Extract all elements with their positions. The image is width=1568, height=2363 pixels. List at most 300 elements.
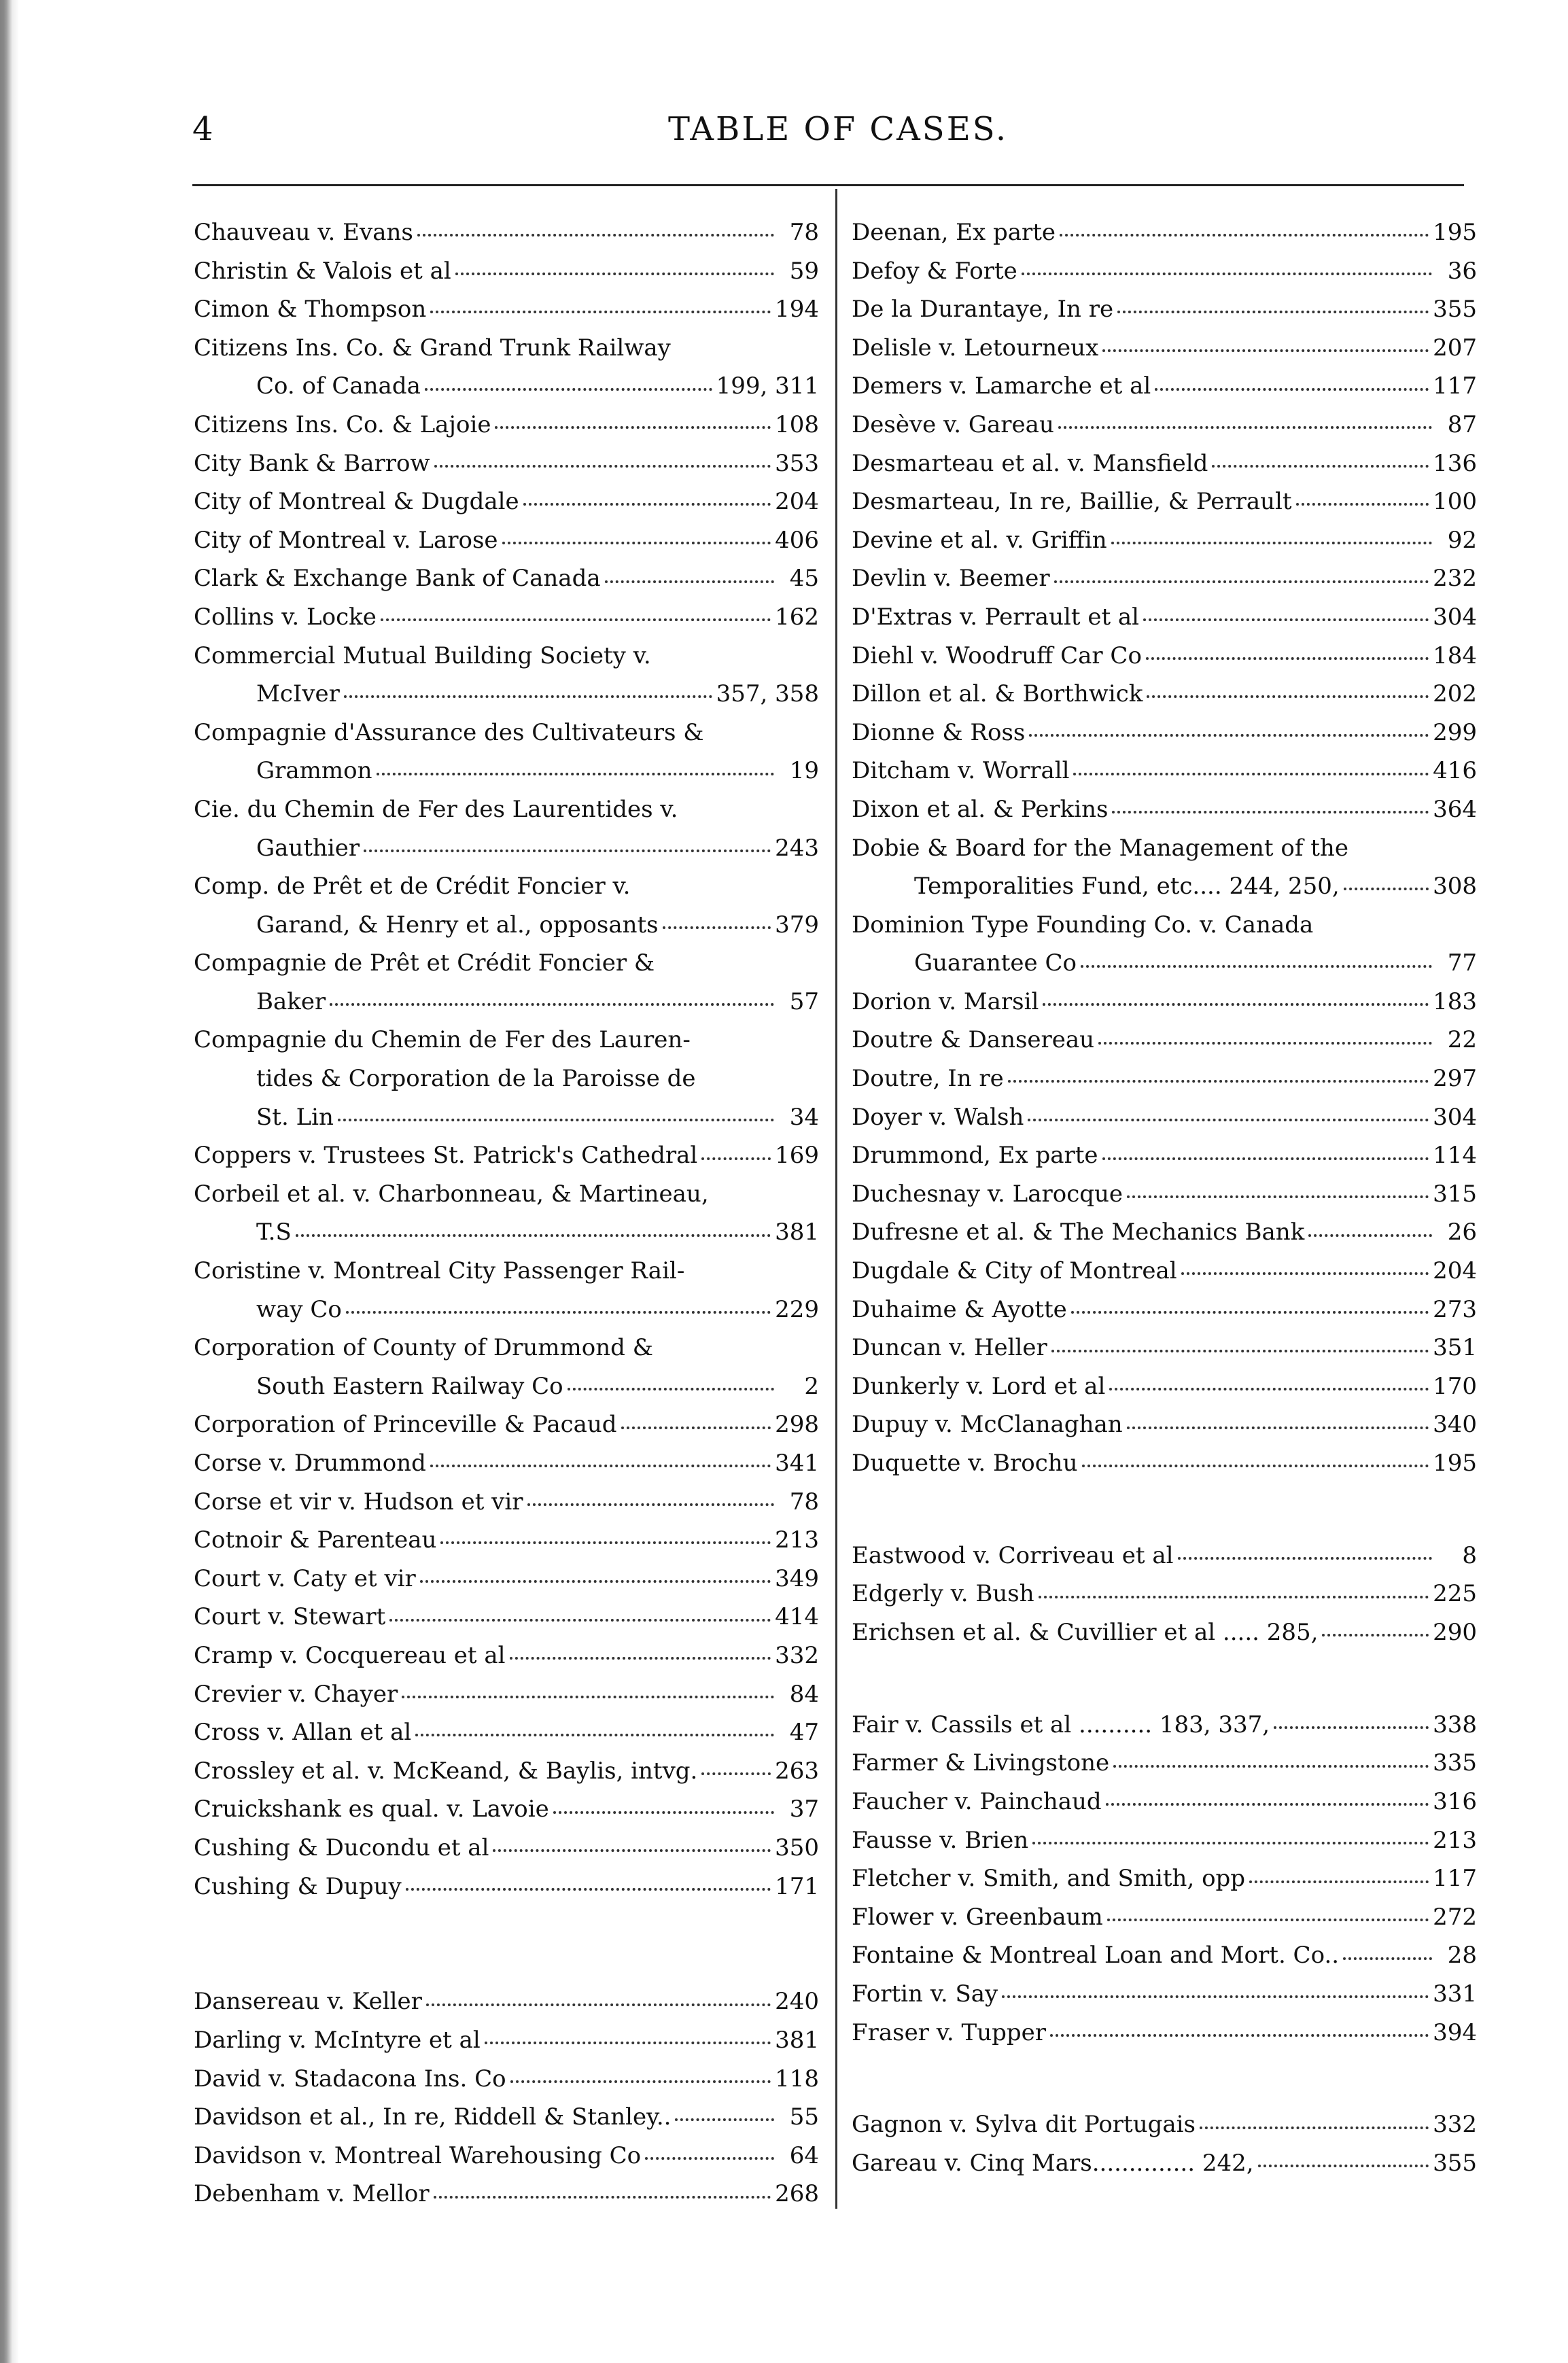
dot-leader [389, 1619, 771, 1622]
dot-leader [1107, 1919, 1429, 1921]
case-name: Chauveau v. Evans [194, 219, 413, 246]
case-name: Duchesnay v. Larocque [852, 1180, 1123, 1208]
case-name-line [852, 1252, 1477, 1291]
case-name-line [852, 1060, 1477, 1098]
case-name-line [852, 213, 1477, 252]
dot-leader [1008, 1080, 1429, 1083]
page-reference: 213 [1433, 1826, 1477, 1854]
page-reference: 357, 358 [716, 680, 819, 708]
dot-leader [1109, 1388, 1429, 1390]
page-reference: 394 [1433, 2018, 1477, 2046]
dot-leader [1028, 1119, 1429, 1121]
page-reference: 273 [1433, 1295, 1477, 1323]
case-name: Baker [256, 987, 326, 1015]
case-name: Dansereau v. Keller [194, 1988, 422, 2016]
case-name-line [194, 483, 819, 521]
case-name: Garand, & Henry et al., opposants [256, 911, 659, 939]
dot-leader [510, 2080, 771, 2083]
page-reference: 45 [789, 565, 819, 593]
page-reference: 207 [1433, 334, 1477, 362]
case-name: Compagnie de Prêt et Crédit Foncier & [194, 949, 655, 977]
page-reference: 263 [775, 1757, 819, 1785]
case-name: Corbeil et al. v. Charbonneau, & Martineau, [194, 1180, 709, 1208]
case-name-line [852, 1213, 1477, 1252]
case-name: Darling v. McIntyre et al [194, 2026, 481, 2054]
page-reference: 338 [1433, 1711, 1477, 1738]
case-entry [852, 1859, 1477, 1898]
case-entry [852, 1367, 1477, 1406]
dot-leader [1155, 388, 1429, 391]
column-divider [835, 189, 837, 2209]
page-reference: 225 [1433, 1580, 1477, 1608]
case-name: Cushing & Dupuy [194, 1872, 402, 1900]
case-name-line [194, 290, 819, 329]
case-name: Doutre, In re [852, 1065, 1004, 1093]
case-name: Cushing & Ducondu et al [194, 1834, 489, 1861]
page-number: 4 [192, 110, 213, 148]
case-name-line [852, 1136, 1477, 1175]
case-name-line [194, 1521, 819, 1560]
case-name: Cross v. Allan et al [194, 1719, 412, 1747]
dot-leader [364, 850, 771, 852]
dot-leader [1058, 426, 1432, 429]
case-entry [852, 329, 1477, 368]
case-entry [194, 714, 819, 790]
dot-leader [1146, 657, 1429, 660]
header-rule [192, 184, 1464, 186]
dot-leader [402, 1696, 774, 1698]
page-reference: 100 [1433, 488, 1477, 516]
page-reference: 299 [1433, 718, 1477, 746]
dot-leader [1111, 542, 1432, 544]
page-reference: 381 [775, 1219, 819, 1246]
case-entry [852, 2014, 1477, 2052]
page-reference: 341 [775, 1450, 819, 1477]
page-reference: 331 [1433, 1980, 1477, 2008]
case-name-line [194, 1560, 819, 1598]
case-name-line [194, 1329, 819, 1367]
dot-leader [701, 1157, 771, 1160]
case-name: Desmarteau et al. v. Mansfield [852, 449, 1208, 477]
dot-leader [1113, 1765, 1429, 1768]
case-name-continuation [194, 1098, 819, 1137]
case-name: Citizens Ins. Co. & Grand Trunk Railway [194, 334, 671, 362]
case-name-line [194, 1136, 819, 1175]
case-name: Dominion Type Founding Co. v. Canada [852, 911, 1314, 939]
case-name: Delisle v. Letourneux [852, 334, 1099, 362]
case-entry [194, 1829, 819, 1868]
case-name-line [852, 752, 1477, 790]
case-name: Fausse v. Brien [852, 1826, 1029, 1854]
case-entry [852, 1613, 1477, 1652]
case-name: Co. of Canada [256, 372, 421, 400]
case-name-line [194, 1790, 819, 1829]
dot-leader [605, 580, 774, 583]
page-reference: 59 [789, 257, 819, 285]
case-name-line [852, 406, 1477, 444]
page-reference: 355 [1433, 296, 1477, 323]
page-reference: 350 [775, 1834, 819, 1861]
dot-leader [1274, 1726, 1429, 1729]
page-reference: 297 [1433, 1065, 1477, 1093]
case-entry [852, 1021, 1477, 1060]
case-entry [852, 983, 1477, 1021]
dot-leader [1344, 888, 1429, 890]
page-reference: 240 [775, 1988, 819, 2016]
case-entry [852, 1291, 1477, 1329]
case-name-continuation [852, 944, 1477, 983]
case-entry [852, 367, 1477, 406]
case-name-continuation [194, 752, 819, 790]
case-entry [852, 637, 1477, 676]
case-name-line [194, 1713, 819, 1752]
case-entry [194, 1790, 819, 1829]
case-entry [852, 252, 1477, 291]
case-name: Christin & Valois et al [194, 257, 451, 285]
case-name: De la Durantaye, In re [852, 296, 1114, 323]
dot-leader [377, 773, 774, 775]
case-name: Comp. de Prêt et de Crédit Foncier v. [194, 873, 631, 900]
page-reference: 2 [804, 1372, 819, 1400]
case-entry [194, 1560, 819, 1598]
case-name: Corse v. Drummond [194, 1450, 426, 1477]
case-entry [194, 521, 819, 560]
case-name-line [194, 790, 819, 829]
case-name: Davidson v. Montreal Warehousing Co [194, 2141, 642, 2169]
page-reference: 332 [775, 1641, 819, 1669]
dot-leader [621, 1426, 771, 1429]
case-name-line [852, 1706, 1477, 1745]
case-name-line [852, 290, 1477, 329]
case-name: Dunkerly v. Lord et al [852, 1372, 1106, 1400]
case-name-line [852, 1291, 1477, 1329]
dot-leader [645, 2157, 774, 2160]
page-reference: 84 [789, 1680, 819, 1708]
page-reference: 78 [789, 1488, 819, 1516]
dot-leader [296, 1234, 771, 1237]
dot-leader [406, 1888, 771, 1891]
case-name: Dugdale & City of Montreal [852, 1257, 1177, 1285]
page-reference: 171 [775, 1872, 819, 1900]
page-reference: 229 [775, 1295, 819, 1323]
page-reference: 117 [1433, 372, 1477, 400]
case-name: St. Lin [256, 1103, 334, 1131]
case-name-line [852, 637, 1477, 676]
case-entry [194, 2098, 819, 2137]
case-entry [194, 213, 819, 252]
dot-leader [1102, 349, 1429, 352]
page-reference: 36 [1447, 257, 1477, 285]
case-name: Fortin v. Say [852, 1980, 998, 2008]
dot-leader [675, 2118, 774, 2121]
case-name: David v. Stadacona Ins. Co [194, 2065, 506, 2093]
case-name-line [194, 1636, 819, 1675]
dot-leader [1212, 465, 1429, 468]
case-name: Cie. du Chemin de Fer des Laurentides v. [194, 795, 678, 823]
case-name-line [852, 2014, 1477, 2052]
case-entry [852, 1098, 1477, 1137]
case-name-line [194, 1405, 819, 1444]
page-reference: 199, 311 [716, 372, 819, 400]
case-entry [194, 1329, 819, 1405]
case-entry [194, 2175, 819, 2213]
case-entry [852, 290, 1477, 329]
case-entry [194, 444, 819, 483]
case-name: Faucher v. Painchaud [852, 1788, 1102, 1816]
case-entry [852, 1744, 1477, 1783]
case-name: Flower v. Greenbaum [852, 1903, 1103, 1931]
case-name-line [852, 829, 1477, 868]
case-name: Coppers v. Trustees St. Patrick's Cathedral [194, 1142, 698, 1170]
dot-leader [1029, 734, 1429, 737]
dot-leader [1178, 1557, 1432, 1560]
case-entry [194, 1713, 819, 1752]
case-name-continuation [194, 1367, 819, 1406]
case-name: City Bank & Barrow [194, 449, 430, 477]
section-gap [852, 2052, 1477, 2105]
case-name-line [852, 1744, 1477, 1783]
case-name: Devlin v. Beemer [852, 565, 1050, 593]
case-entry [852, 1060, 1477, 1098]
case-name: Crossley et al. v. McKeand, & Baylis, intvg. [194, 1757, 698, 1785]
case-name: Dillon et al. & Borthwick [852, 680, 1143, 708]
dot-leader [1050, 2034, 1429, 2037]
dot-leader [493, 1849, 771, 1852]
dot-leader [1032, 1842, 1429, 1844]
case-name-line [852, 1575, 1477, 1613]
case-name-line [194, 1675, 819, 1714]
case-name-line [194, 521, 819, 560]
case-entry [852, 444, 1477, 483]
case-name: McIver [256, 680, 340, 708]
case-name-line [852, 1613, 1477, 1652]
case-entry [852, 906, 1477, 983]
case-entry [194, 637, 819, 714]
case-name-line [194, 2137, 819, 2175]
case-entry [194, 1752, 819, 1791]
case-name: Court v. Caty et vir [194, 1564, 416, 1592]
page-reference: 136 [1433, 449, 1477, 477]
case-name: Defoy & Forte [852, 257, 1017, 285]
dot-leader [420, 1580, 771, 1583]
case-name: Gauthier [256, 834, 360, 862]
case-name-line [852, 2105, 1477, 2144]
dot-leader [485, 2042, 771, 2044]
case-name: T.S [256, 1219, 292, 1246]
case-name: Debenham v. Mellor [194, 2180, 430, 2208]
case-name-line [194, 406, 819, 444]
case-name: Clark & Exchange Bank of Canada [194, 565, 601, 593]
case-name-line [194, 1868, 819, 1906]
page-reference: 298 [775, 1411, 819, 1439]
page-reference: 57 [789, 987, 819, 1015]
case-entry [194, 1982, 819, 2021]
page-reference: 78 [789, 219, 819, 246]
case-entry [852, 1936, 1477, 1975]
dot-leader [1106, 1803, 1429, 1806]
page-reference: 243 [775, 834, 819, 862]
page-reference: 232 [1433, 565, 1477, 593]
case-name: Gagnon v. Sylva dit Portugais [852, 2111, 1196, 2139]
case-name: Dorion v. Marsil [852, 987, 1039, 1015]
page-reference: 108 [775, 410, 819, 438]
case-name-line [194, 1598, 819, 1636]
page-reference: 47 [789, 1719, 819, 1747]
case-name: Edgerly v. Bush [852, 1580, 1034, 1608]
case-entry [852, 675, 1477, 714]
dot-leader [1117, 311, 1429, 313]
dot-leader [1147, 695, 1429, 698]
case-entry [852, 1405, 1477, 1444]
case-entry [194, 559, 819, 598]
case-entry [194, 790, 819, 867]
dot-leader [440, 1541, 771, 1544]
case-name-line [194, 2021, 819, 2060]
dot-leader [1054, 580, 1429, 583]
case-name-line [852, 1898, 1477, 1937]
case-name-continuation [194, 906, 819, 945]
case-entry [194, 483, 819, 521]
page-reference: 37 [789, 1796, 819, 1823]
case-entry [852, 829, 1477, 906]
case-name-line [194, 1982, 819, 2021]
dot-leader [346, 1311, 771, 1314]
case-entry [852, 406, 1477, 444]
case-entry [194, 1636, 819, 1675]
case-entry [194, 290, 819, 329]
page-reference: 184 [1433, 642, 1477, 669]
case-name: Gareau v. Cinq Mars.............. 242, [852, 2150, 1254, 2177]
case-name: Fair v. Cassils et al .......... 183, 337, [852, 1711, 1270, 1738]
case-entry [852, 1252, 1477, 1291]
case-entry [852, 714, 1477, 752]
dot-leader [1127, 1426, 1429, 1429]
case-entry [852, 1213, 1477, 1252]
case-name-continuation [194, 1291, 819, 1329]
case-entry [852, 1575, 1477, 1613]
dot-leader [1322, 1634, 1429, 1636]
section-gap [852, 1483, 1477, 1537]
dot-leader [430, 311, 771, 313]
case-name: City of Montreal v. Larose [194, 526, 498, 554]
case-name: Desève v. Gareau [852, 410, 1054, 438]
dot-leader [1082, 1465, 1429, 1467]
page-reference: 8 [1462, 1541, 1477, 1569]
page-reference: 87 [1447, 410, 1477, 438]
case-name: South Eastern Railway Co [256, 1372, 563, 1400]
case-name-line [194, 2175, 819, 2213]
page-reference: 204 [1433, 1257, 1477, 1285]
case-entry [194, 1175, 819, 1252]
case-name-line [194, 2098, 819, 2137]
case-name-line [852, 1537, 1477, 1575]
case-name: way Co [256, 1295, 342, 1323]
case-name-continuation [194, 1213, 819, 1252]
case-name: Dobie & Board for the Management of the [852, 834, 1348, 862]
case-name: Desmarteau, In re, Baillie, & Perrault [852, 488, 1292, 516]
section-gap [852, 1652, 1477, 1706]
case-name-line [852, 1859, 1477, 1898]
case-entry [852, 483, 1477, 521]
case-name: Eastwood v. Corriveau et al [852, 1541, 1174, 1569]
page-reference: 169 [775, 1142, 819, 1170]
page-reference: 202 [1433, 680, 1477, 708]
case-name-line [852, 1175, 1477, 1214]
case-entry [194, 329, 819, 406]
dot-leader [1051, 1350, 1429, 1352]
dot-leader [1039, 1596, 1429, 1598]
page-reference: 195 [1433, 219, 1477, 246]
case-name-line [852, 444, 1477, 483]
case-name-continuation [852, 867, 1477, 906]
case-entry [194, 1521, 819, 1560]
page-reference: 304 [1433, 1103, 1477, 1131]
case-entry [194, 406, 819, 444]
page-reference: 272 [1433, 1903, 1477, 1931]
case-name-line [852, 714, 1477, 752]
case-entry [194, 1598, 819, 1636]
dot-leader [415, 1734, 774, 1736]
page-reference: 28 [1447, 1942, 1477, 1970]
case-name: tides & Corporation de la Paroisse de [256, 1065, 696, 1093]
case-name-line [852, 1936, 1477, 1975]
case-entry [194, 1021, 819, 1136]
dot-leader [1071, 1311, 1429, 1314]
dot-leader [510, 1657, 771, 1660]
case-name-line [194, 559, 819, 598]
dot-leader [1060, 234, 1429, 237]
dot-leader [1249, 1880, 1429, 1883]
case-name-line [852, 675, 1477, 714]
case-name-line [194, 714, 819, 752]
case-name: Corporation of Princeville & Pacaud [194, 1411, 617, 1439]
case-name: Cotnoir & Parenteau [194, 1526, 437, 1554]
case-name: Fraser v. Tupper [852, 2018, 1047, 2046]
dot-leader [417, 234, 774, 237]
dot-leader [502, 542, 771, 544]
dot-leader [1112, 811, 1429, 813]
case-name: Citizens Ins. Co. & Lajoie [194, 410, 491, 438]
case-name: Demers v. Lamarche et al [852, 372, 1151, 400]
page-reference: 349 [775, 1564, 819, 1592]
page-reference: 355 [1433, 2150, 1477, 2177]
case-entry [194, 1136, 819, 1175]
case-name: Farmer & Livingstone [852, 1749, 1110, 1777]
case-name-line [852, 1329, 1477, 1367]
dot-leader [553, 1811, 774, 1814]
dot-leader [434, 2196, 771, 2199]
case-name-continuation [194, 983, 819, 1021]
case-entry [852, 598, 1477, 637]
page-reference: 268 [775, 2180, 819, 2208]
case-name: Duquette v. Brochu [852, 1450, 1078, 1477]
case-entry [852, 521, 1477, 560]
case-name-line [852, 2144, 1477, 2183]
page-reference: 77 [1447, 949, 1477, 977]
page-reference: 195 [1433, 1450, 1477, 1477]
page-reference: 22 [1447, 1026, 1477, 1054]
page-reference: 414 [775, 1603, 819, 1631]
case-name-line [852, 329, 1477, 368]
dot-leader [568, 1388, 774, 1390]
case-entry [194, 944, 819, 1021]
case-name-line [852, 1821, 1477, 1860]
dot-leader [523, 503, 771, 506]
case-entry [852, 1783, 1477, 1821]
case-name-line [852, 1405, 1477, 1444]
case-entry [852, 1444, 1477, 1483]
page-reference: 170 [1433, 1372, 1477, 1400]
